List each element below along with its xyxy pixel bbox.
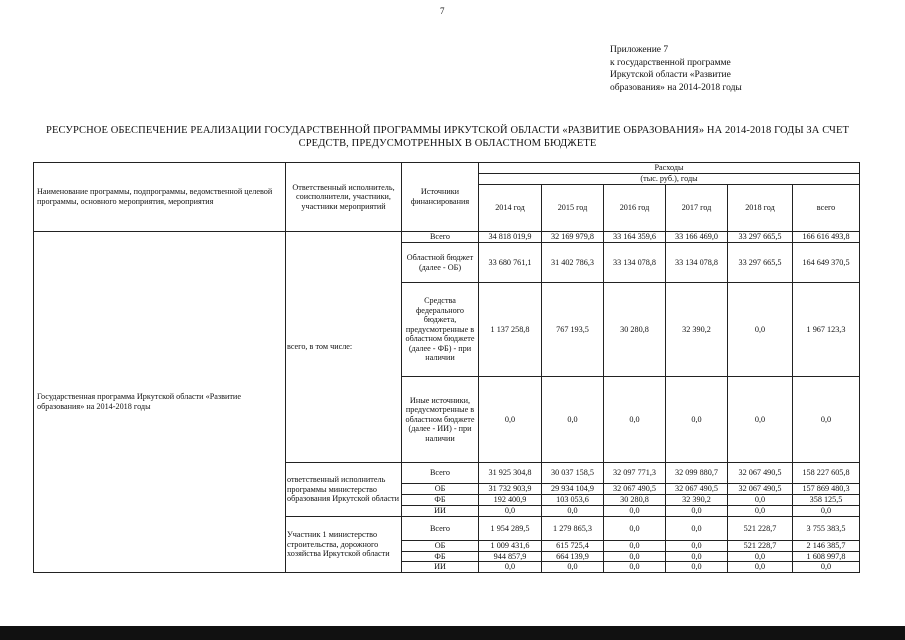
header-year-2014: 2014 год [479,185,542,232]
value-cell: 0,0 [793,506,860,517]
source-cell: Всего [402,463,479,484]
header-units: (тыс. руб.), годы [479,174,860,185]
value-cell: 32 067 490,5 [666,484,728,495]
source-cell: Средства федерального бюджета, предусмотренные в областном бюджете (далее - ФБ) - при наличии [402,283,479,377]
value-cell: 33 134 078,8 [604,243,666,283]
source-cell: ОБ [402,484,479,495]
value-cell: 30 280,8 [604,495,666,506]
value-cell: 1 009 431,6 [479,541,542,552]
resource-table [33,162,860,573]
value-cell: 521 228,7 [728,517,793,541]
value-cell: 0,0 [604,541,666,552]
value-cell: 32 067 490,5 [728,484,793,495]
value-cell: 0,0 [728,506,793,517]
value-cell: 33 166 469,0 [666,232,728,243]
value-cell: 615 725,4 [542,541,604,552]
value-cell: 164 649 370,5 [793,243,860,283]
header-name: Наименование программы, подпрограммы, ведомственной целевой программы, основного мероприятия, мероприятия [34,163,286,232]
value-cell: 30 037 158,5 [542,463,604,484]
scan-bottom-edge [0,626,905,640]
value-cell: 29 934 104,9 [542,484,604,495]
header-year-2017: 2017 год [666,185,728,232]
value-cell: 767 193,5 [542,283,604,377]
value-cell: 1 137 258,8 [479,283,542,377]
source-cell: ИИ [402,506,479,517]
value-cell: 0,0 [479,377,542,463]
value-cell: 358 125,5 [793,495,860,506]
appendix-line-4: образования» на 2014-2018 годы [610,82,742,93]
value-cell: 192 400,9 [479,495,542,506]
header-year-2015: 2015 год [542,185,604,232]
value-cell: 34 818 019,9 [479,232,542,243]
group-executor: ответственный исполнитель программы министерство образования Иркутской области [286,463,402,517]
value-cell: 32 390,2 [666,283,728,377]
value-cell: 33 297 665,5 [728,243,793,283]
value-cell: 103 053,6 [542,495,604,506]
value-cell: 0,0 [728,495,793,506]
value-cell: 2 146 385,7 [793,541,860,552]
value-cell: 32 169 979,8 [542,232,604,243]
value-cell: 32 067 490,5 [728,463,793,484]
value-cell: 0,0 [793,562,860,573]
value-cell: 0,0 [604,551,666,562]
value-cell: 0,0 [728,283,793,377]
appendix-line-1: Приложение 7 [610,45,669,55]
value-cell: 0,0 [479,506,542,517]
value-cell: 158 227 605,8 [793,463,860,484]
value-cell: 31 402 786,3 [542,243,604,283]
appendix-line-3: Иркутской области «Развитие [610,70,731,80]
title-line-2: СРЕДСТВ, ПРЕДУСМОТРЕННЫХ В ОБЛАСТНОМ БЮДЖЕТЕ [298,138,597,149]
value-cell: 33 297 665,5 [728,232,793,243]
source-cell: Всего [402,232,479,243]
value-cell: 0,0 [728,377,793,463]
page-number: 7 [440,6,445,16]
header-total: всего [793,185,860,232]
value-cell: 0,0 [728,562,793,573]
value-cell: 0,0 [542,506,604,517]
appendix-line-2: к государственной программе [610,57,731,68]
value-cell: 32 067 490,5 [604,484,666,495]
value-cell: 521 228,7 [728,541,793,552]
value-cell: 30 280,8 [604,283,666,377]
value-cell: 0,0 [728,551,793,562]
value-cell: 0,0 [604,517,666,541]
value-cell: 166 616 493,8 [793,232,860,243]
value-cell: 0,0 [479,562,542,573]
header-year-2018: 2018 год [728,185,793,232]
value-cell: 32 390,2 [666,495,728,506]
program-name: Государственная программа Иркутской области «Развитие образования» на 2014-2018 годы [34,232,286,573]
appendix-note [610,44,742,94]
source-cell: Иные источники, предусмотренные в областном бюджете (далее - ИИ) - при наличии [402,377,479,463]
header-year-2016: 2016 год [604,185,666,232]
value-cell: 0,0 [604,562,666,573]
document-title [30,124,865,150]
value-cell: 664 139,9 [542,551,604,562]
value-cell: 0,0 [666,551,728,562]
source-cell: ОБ [402,541,479,552]
value-cell: 32 097 771,3 [604,463,666,484]
value-cell: 33 134 078,8 [666,243,728,283]
value-cell: 0,0 [604,377,666,463]
source-cell: ФБ [402,495,479,506]
group-executor: всего, в том числе: [286,232,402,463]
value-cell: 1 954 289,5 [479,517,542,541]
source-cell: ИИ [402,562,479,573]
value-cell: 0,0 [793,377,860,463]
value-cell: 33 680 761,1 [479,243,542,283]
source-cell: Областной бюджет (далее - ОБ) [402,243,479,283]
value-cell: 31 925 304,8 [479,463,542,484]
value-cell: 0,0 [542,377,604,463]
value-cell: 1 279 865,3 [542,517,604,541]
group-executor: Участник 1 министерство строительства, дорожного хозяйства Иркутской области [286,517,402,573]
source-cell: ФБ [402,551,479,562]
value-cell: 0,0 [604,506,666,517]
value-cell: 944 857,9 [479,551,542,562]
value-cell: 1 967 123,3 [793,283,860,377]
value-cell: 32 099 880,7 [666,463,728,484]
value-cell: 31 732 903,9 [479,484,542,495]
value-cell: 33 164 359,6 [604,232,666,243]
title-line-1: РЕСУРСНОЕ ОБЕСПЕЧЕНИЕ РЕАЛИЗАЦИИ ГОСУДАРСТВЕННОЙ ПРОГРАММЫ ИРКУТСКОЙ ОБЛАСТИ «РАЗВИТИЕ ОБРАЗОВАНИЯ» НА 2014-2018 ГОДЫ ЗА СЧЕТ [46,125,849,136]
source-cell: Всего [402,517,479,541]
value-cell: 3 755 383,5 [793,517,860,541]
value-cell: 0,0 [666,377,728,463]
value-cell: 1 608 997,8 [793,551,860,562]
value-cell: 0,0 [666,541,728,552]
value-cell: 0,0 [666,517,728,541]
value-cell: 157 869 480,3 [793,484,860,495]
value-cell: 0,0 [542,562,604,573]
header-executor: Ответственный исполнитель, соисполнители, участники, участники мероприятий [286,163,402,232]
value-cell: 0,0 [666,506,728,517]
header-source: Источники финансирования [402,163,479,232]
value-cell: 0,0 [666,562,728,573]
header-expenses: Расходы [479,163,860,174]
